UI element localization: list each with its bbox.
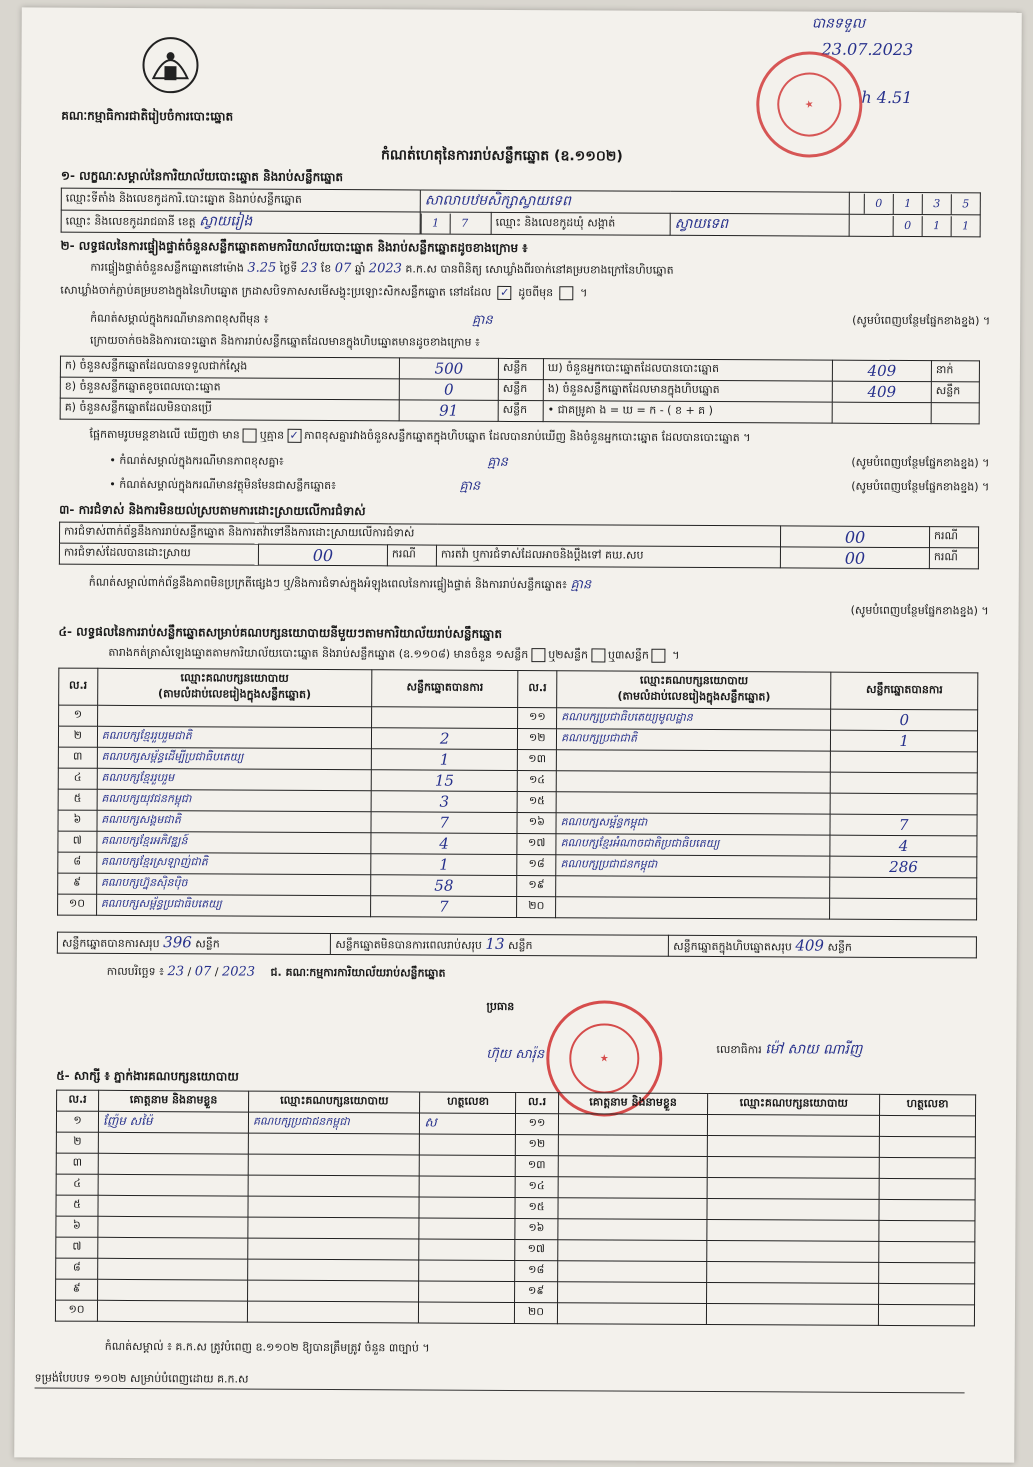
witness-row — [55, 1300, 974, 1326]
party-votes: 4 — [439, 834, 449, 853]
ballot-left-label: ខ) ចំនួនសន្លឹកឆ្នោតខូចពេលបោះឆ្នោត — [60, 377, 399, 400]
official-stamp: ★ — [745, 40, 874, 169]
party-name: គណបក្សហ្វ៊ុនស៊ិនប៉ិច — [100, 875, 188, 890]
party-name: គណបក្សសម្ព័ន្ធដើម្បីប្រជាធិបតេយ្យ — [101, 749, 244, 764]
committee-name: គណៈកម្មាធិការជាតិរៀបចំការបោះឆ្នោត — [61, 108, 234, 124]
diff-line: ផ្អែកតាមរូបមន្តខាងលើ ឃើញថា មាន ឬគ្មាន ✓ ភាពខុសគ្នារវាងចំនួនសន្លឹកឆ្នោតក្នុងហិបឆ្នោត ដែលបានរាប់ឃើញ និងចំនួនអ្នកបោះឆ្នោត ដែលបានបោះឆ្នោត ។ — [89, 427, 751, 445]
date-line: កាលបរិច្ឆេទ ៖ 23 / 07 / 2023 ជ. គណៈកម្មការការិយាល័យរាប់សន្លឹកឆ្នោត — [106, 964, 446, 980]
commune-label: ឈ្មោះ និងលេខកូដឃុំ សង្កាត់ — [491, 212, 670, 235]
w-row-no: ១៥ — [515, 1197, 557, 1218]
witness-party-empty — [707, 1240, 879, 1262]
after-open-text: ក្រោយចាក់ចងនិងការបោះឆ្នោត និងការរាប់សន្លឹកឆ្នោតដែលមានក្នុងហិបឆ្នោតមានដូចខាងក្រោម ៖ — [90, 333, 480, 349]
received-date: 23.07.2023 — [821, 39, 914, 60]
station-code-1: 0 — [864, 193, 893, 213]
section3-note: កំណត់សម្គាល់ពាក់ព័ន្ធនឹងភាពមិនប្រក្រតីផ្សេងៗ ឬ/និងការជំទាស់ក្នុងអំឡុងពេលនៃការផ្ទៀងផ្ទាត់ និងការរាប់សន្លឹកឆ្នោត៖ គ្មាន — [88, 575, 592, 593]
province-label: ឈ្មោះ និងលេខកូដរាជធានី ខេត្ត ស្វាយរៀង — [61, 210, 420, 234]
witness-sign-empty — [879, 1178, 975, 1200]
col-no-2: ល.រ — [518, 671, 557, 708]
diff-yes-checkbox[interactable] — [243, 429, 257, 443]
w-row-no: ២០ — [515, 1302, 557, 1323]
ballot-right-unit: នាក់ — [931, 361, 979, 382]
verify-line: ការផ្ទៀងផ្ទាត់ចំនួនសន្លឹកឆ្នោតនៅម៉ោង 3.25 ថ្ងៃទី 23 ខែ 07 ឆ្នាំ 2023 គ.ក.ស បានពិនិត្យ សោឃ្លាំងពីរចាក់នៅគម្របខាងក្រៅនៃហិបឆ្នោត — [90, 260, 674, 277]
party-votes: 286 — [889, 857, 918, 877]
note3-line: • កំណត់សម្គាល់ក្នុងករណីមានវត្ថុមិនមែនជាសន្លឹកឆ្នោត៖ គ្មាន (សូមបំពេញបន្ថែមផ្នែកខាងខ្នង) ។ — [109, 477, 990, 494]
party-name: គណបក្សសម្ព័ន្ធប្រជាធិបតេយ្យ — [100, 896, 222, 911]
party-name: គណបក្សប្រជាជនកម្ពុជា — [560, 857, 658, 871]
w-col-party-2: ឈ្មោះគណបក្សនយោបាយ — [708, 1094, 880, 1116]
witness-name-empty — [557, 1282, 707, 1304]
ballot-row — [60, 398, 979, 424]
secretary-name: ម៉ៅ សាយ ណារីញ — [765, 1041, 863, 1058]
ballot-right-label: ឃ) ចំនួនអ្នកបោះឆ្នោតដែលបានបោះឆ្នោត — [543, 359, 832, 382]
total-valid-value: 396 — [163, 933, 192, 952]
ballot-right-unit — [931, 403, 979, 424]
w-row-no: ១៩ — [515, 1281, 557, 1302]
w-col-name: គោត្តនាម និងនាមខ្លួន — [99, 1090, 249, 1112]
row-no: ១២ — [518, 728, 557, 749]
witness-sign-empty — [878, 1283, 974, 1305]
party-name: គណបក្សសម្ព័ន្ធកម្ពុជា — [560, 815, 648, 829]
witness-name-empty — [557, 1240, 707, 1262]
party-votes: 0 — [899, 710, 910, 730]
party-votes: 4 — [898, 836, 909, 856]
row-no: ៨ — [58, 852, 97, 873]
witness-party: គណបក្សប្រជាជនកម្ពុជា — [252, 1114, 350, 1129]
note1-line: កំណត់សម្គាល់ក្នុងករណីមានភាពខុសពីមុន ៖ គ្មាន (សូមបំពេញបន្ថែមផ្នែកខាងខ្នង) ។ — [90, 311, 991, 328]
row-no: ៤ — [58, 768, 97, 789]
row-no: ១៤ — [518, 770, 557, 791]
ballot-left-value: 0 — [443, 380, 454, 399]
w-row-no: ៨ — [56, 1258, 98, 1279]
station-label: ឈ្មោះទីតាំង និងលេខកូដការិ.បោះឆ្នោត និងរាប់សន្លឹកឆ្នោត — [61, 188, 420, 212]
ballot-left-unit: សន្លឹក — [498, 400, 543, 421]
emblem-logo — [141, 36, 199, 94]
w-row-no: ៧ — [56, 1237, 98, 1258]
party-name: គណបក្សខ្មែរអំណាចជាតិប្រជាធិបតេយ្យ — [560, 836, 720, 851]
section3-note-value: គ្មាន — [570, 577, 592, 593]
resolved-value: 00 — [312, 545, 334, 565]
witness-sign-empty — [879, 1262, 975, 1284]
party-votes: 7 — [898, 815, 909, 835]
ballot-right-value: 409 — [867, 361, 897, 380]
row-no: ៣ — [58, 747, 97, 768]
ballot-right-value: 409 — [867, 382, 897, 401]
objection-label: ការជំទាស់ពាក់ព័ន្ធនឹងការរាប់សន្លឹកឆ្នោត និងការតវ៉ាទៅនឹងការដោះស្រាយលើការជំទាស់ — [59, 522, 780, 547]
ballot-right-label: • ជាគម្រូគា ង = ឃ = ក - ( ខ + គ ) — [543, 401, 832, 424]
party-votes: 7 — [438, 897, 449, 916]
appeal-value: 00 — [844, 548, 866, 568]
w-col-sign: ហត្ថលេខា — [420, 1092, 516, 1114]
total-valid: សន្លឹកឆ្នោតបានការសរុប 396 សន្លឹក — [57, 932, 331, 954]
witness-sign-empty — [879, 1136, 975, 1158]
ballot-left-value: 500 — [434, 359, 464, 378]
party-name: គណបក្សសង្គមជាតិ — [101, 812, 181, 827]
section3-title: ៣- ការជំទាស់ និងការមិនយល់ស្របតាមការដោះស្រាយលើការជំទាស់ — [59, 502, 366, 519]
w-col-party: ឈ្មោះគណបក្សនយោបាយ — [249, 1091, 421, 1113]
total-invalid-value: 13 — [485, 934, 505, 953]
chair-name: ហ៊ុយ សារ៉ុន — [486, 1046, 545, 1063]
province-code-1: 1 — [421, 213, 450, 233]
w-row-no: ១១ — [516, 1113, 558, 1134]
objection-table — [59, 522, 979, 570]
note2-value: គ្មាន — [487, 454, 508, 470]
witness-party-empty — [707, 1261, 879, 1283]
note1-value: គ្មាន — [471, 312, 493, 328]
station-code-2: 1 — [893, 193, 922, 213]
ballot-left-unit: សន្លឹក — [498, 379, 543, 400]
w-col-sign-2: ហត្ថលេខា — [879, 1094, 975, 1116]
commune-value: ស្វាយទេព — [674, 215, 729, 233]
different-checkbox[interactable] — [560, 286, 574, 300]
station-code-4: 5 — [951, 194, 980, 214]
w-row-no: ១៨ — [515, 1260, 557, 1281]
witness-party-empty — [708, 1156, 880, 1178]
section1-title: ១- លក្ខណៈសម្គាល់នៃការិយាល័យបោះឆ្នោត និងរាប់សន្លឹកឆ្នោត — [60, 168, 344, 185]
note3-value: គ្មាន — [459, 478, 481, 494]
witness-party-empty — [707, 1198, 879, 1220]
commune-code-3: 1 — [951, 216, 980, 236]
col-party-2: ឈ្មោះគណបក្សនយោបាយ (តាមលំដាប់លេខរៀងក្នុងសន្លឹកឆ្នោត) — [557, 671, 831, 709]
witness-name-empty — [558, 1177, 708, 1199]
witness-party-empty — [707, 1282, 879, 1304]
party-votes: 15 — [434, 771, 455, 790]
w-row-no: ១៣ — [516, 1155, 558, 1176]
party-votes: 1 — [439, 750, 450, 769]
appeal-unit: ករណី — [929, 548, 978, 569]
witness-name-empty — [558, 1135, 708, 1157]
witness-party-empty — [707, 1219, 879, 1241]
w-row-no: ១២ — [516, 1134, 558, 1155]
commune-code-1: 0 — [893, 215, 922, 235]
col-votes-2: សន្លឹកឆ្នោតបានការ — [831, 672, 978, 710]
w-row-no: ៦ — [56, 1216, 98, 1237]
row-no: ១០ — [58, 894, 97, 915]
section2-title: ២- លទ្ធផលនៃការផ្ទៀងផ្ទាត់ចំនួនសន្លឹកឆ្នោតតាមការិយាល័យបោះឆ្នោត និងរាប់សន្លឹកឆ្នោតដូចខាងក្រោម ៖ — [60, 238, 528, 256]
form-sheet — [14, 7, 1022, 1462]
party-votes: 1 — [899, 731, 909, 751]
row-no: ១៦ — [517, 812, 556, 833]
row-no: ៩ — [58, 873, 97, 894]
col-party: ឈ្មោះគណបក្សនយោបាយ (តាមលំដាប់លេខរៀងក្នុងសន្លឹកឆ្នោត) — [97, 668, 371, 706]
appeal-label: ការតវ៉ា ឬការជំទាស់ដែលអាចនិងប្ដឹងទៅ គឃ.សប — [436, 545, 780, 568]
received-time: h 4.51 — [861, 87, 913, 108]
note2-line: • កំណត់សម្គាល់ក្នុងករណីមានភាពខុសគ្នា៖ គ្មាន (សូមបំពេញបន្ថែមផ្នែកខាងខ្នង) ។ — [109, 453, 990, 470]
form-title: កំណត់ហេតុនៃការរាប់សន្លឹកឆ្នោត (ឧ.១១០២) — [380, 147, 623, 165]
witness-name-empty — [558, 1114, 708, 1136]
witness-name: ញ៉ែម សម៉ៃ — [102, 1113, 153, 1129]
w-col-no-2: ល.រ — [516, 1092, 558, 1113]
date-year: 2023 — [221, 964, 256, 980]
sheets-2-checkbox[interactable] — [591, 648, 605, 662]
party-name: គណបក្សប្រជាធិបតេយ្យមូលដ្ឋាន — [561, 710, 693, 724]
party-votes: 58 — [434, 876, 454, 895]
witness-name-empty — [557, 1261, 707, 1283]
province-value: ស្វាយរៀង — [199, 213, 253, 230]
total-box: សន្លឹកឆ្នោតក្នុងហិបឆ្នោតសរុប 409 សន្លឹក — [669, 935, 977, 958]
date-day: 23 — [167, 964, 185, 980]
witness-sign-empty — [879, 1115, 975, 1137]
ballot-left-label: ក) ចំនួនសន្លឹកឆ្នោតដែលបានទទួលជាក់ស្ដែង — [60, 356, 399, 379]
verify-month: 07 — [334, 261, 352, 277]
w-col-no: ល.រ — [57, 1090, 99, 1111]
w-row-no: ២ — [56, 1132, 98, 1153]
received-label: បានទទួល — [811, 15, 866, 32]
row-no: ២០ — [517, 896, 556, 917]
col-votes: សន្លឹកឆ្នោតបានការ — [372, 670, 519, 708]
sheets-3-checkbox[interactable] — [652, 649, 666, 663]
commune-code-2: 1 — [922, 216, 951, 236]
station-table — [61, 188, 981, 238]
section5-title: ៥- សាក្សី ៖ ភ្នាក់ងារគណបក្សនយោបាយ — [56, 1068, 239, 1084]
party-votes: 2 — [439, 729, 450, 748]
ballot-left-unit: សន្លឹក — [498, 358, 543, 379]
footer-note: កំណត់សម្គាល់ ៖ គ.ក.ស ត្រូវបំពេញ ឧ.១១០២ ឱ្យបានត្រឹមត្រូវ ចំនួន ៣ច្បាប់ ។ — [104, 1339, 430, 1355]
witness-sign-empty — [879, 1220, 975, 1242]
party-name: គណបក្សប្រជាជាតិ — [561, 731, 638, 745]
witness-sign: ស — [424, 1115, 437, 1131]
same-checkbox[interactable]: ✓ — [498, 286, 512, 300]
station-value: សាលាបឋមសិក្សាស្វាយទេព — [424, 192, 571, 210]
votes-table — [57, 668, 978, 921]
total-box-value: 409 — [795, 936, 825, 955]
w-row-no: ១៧ — [515, 1239, 557, 1260]
witness-table — [55, 1090, 976, 1327]
witness-name-empty — [557, 1303, 707, 1325]
w-col-name-2: គោត្តនាម និងនាមខ្លួន — [558, 1093, 708, 1115]
verify-line-2: សោឃ្លាំងចាក់ភ្ជាប់គម្របខាងក្នុងនៃហិបឆ្នោត ក្រដាសបិទភាសសមើសង្វុះប្រឡោះសិកសន្លឹកឆ្នោត នៅដដែល ✓ ដូចពីមុន ។ — [60, 283, 588, 300]
witness-sign-empty — [879, 1241, 975, 1263]
row-no: ១៣ — [518, 749, 557, 770]
row-no: ១៥ — [518, 791, 557, 812]
resolved-label: ការជំទាស់ដែលបានដោះស្រាយ — [59, 543, 258, 565]
w-row-no: ៩ — [56, 1279, 98, 1300]
witness-party-empty — [708, 1177, 880, 1199]
party-name: គណបក្សខ្មែររួបរួមជាតិ — [101, 728, 192, 743]
party-name: គណបក្សខ្មែរអភិវឌ្ឍន៍ — [101, 833, 188, 848]
w-row-no: ១ — [56, 1111, 98, 1132]
resolved-unit: ករណី — [387, 545, 436, 566]
col-no: ល.រ — [59, 668, 98, 705]
w-row-no: ១០ — [55, 1300, 97, 1321]
party-name: គណបក្សខ្មែររួបរួម — [101, 770, 175, 785]
w-row-no: ១៦ — [515, 1218, 557, 1239]
objection-value: 00 — [844, 527, 866, 547]
ballot-right-unit: សន្លឹក — [931, 382, 979, 403]
party-name: គណបក្សខ្មែរស្រឡាញ់ជាតិ — [101, 854, 208, 869]
secretary-line: លេខាធិការ ម៉ៅ សាយ ណារីញ — [716, 1041, 863, 1058]
witness-sign-empty — [878, 1304, 974, 1326]
section4-title: ៤- លទ្ធផលនៃការរាប់សន្លឹកឆ្នោតសម្រាប់គណបក្សនយោបាយនីមួយៗតាមការិយាល័យរាប់សន្លឹកឆ្នោត — [58, 624, 503, 641]
row-no: ១១ — [518, 707, 557, 728]
witness-name-empty — [557, 1198, 707, 1220]
section3-fill: (សូមបំពេញបន្ថែមផ្នែកខាងខ្នង) ។ — [850, 603, 989, 618]
ballot-right-label: ង) ចំនួនសន្លឹកឆ្នោតដែលមានក្នុងហិបឆ្នោត — [543, 380, 832, 403]
table-row — [58, 894, 977, 920]
ballot-left-value: 91 — [439, 401, 459, 420]
witness-sign-empty — [879, 1199, 975, 1221]
party-name: គណបក្សយុវជនកម្ពុជា — [101, 791, 192, 806]
row-no: ១៨ — [517, 854, 556, 875]
objection-unit: ករណី — [929, 527, 978, 548]
section4-subtitle: តារាងកត់ត្រាសំឡេងឆ្នោតតាមការិយាល័យបោះឆ្នោត និងរាប់សន្លឹកឆ្នោត (ឧ.១១០៨) មានចំនួន ១សន្លឹក ឬ២សន្លឹក ឬ៣សន្លឹក ។ — [108, 645, 680, 662]
witness-party-empty — [707, 1303, 879, 1325]
witness-name-empty — [557, 1219, 707, 1241]
witness-name-empty — [558, 1156, 708, 1178]
date-month: 07 — [194, 964, 212, 980]
witness-party-empty — [708, 1135, 880, 1157]
row-no: ១៧ — [517, 833, 556, 854]
row-no: ២ — [58, 726, 97, 747]
row-no: ៧ — [58, 831, 97, 852]
party-votes: 7 — [439, 813, 450, 832]
station-code-3: 3 — [922, 194, 951, 214]
row-no: ១ — [59, 705, 98, 726]
verify-day: 23 — [300, 260, 318, 276]
totals-table — [57, 932, 977, 959]
ballot-left-label: គ) ចំនួនសន្លឹកឆ្នោតដែលមិនបានប្រើ — [60, 398, 399, 421]
total-invalid: សន្លឹកឆ្នោតមិនបានការពេលរាប់សរុប 13 សន្លឹក — [331, 934, 669, 957]
w-row-no: ៣ — [56, 1153, 98, 1174]
party-votes: 3 — [439, 792, 450, 811]
committee-stamp: ★ — [546, 1000, 663, 1117]
sheets-1-checkbox[interactable] — [531, 648, 545, 662]
verify-year: 2023 — [368, 261, 402, 277]
chair-label: ប្រធាន — [486, 999, 515, 1013]
w-row-no: ៤ — [56, 1174, 98, 1195]
verify-time: 3.25 — [247, 260, 277, 276]
w-row-no: ៥ — [56, 1195, 98, 1216]
diff-no-checkbox[interactable]: ✓ — [287, 429, 301, 443]
w-row-no: ១៤ — [516, 1176, 558, 1197]
witness-sign-empty — [879, 1157, 975, 1179]
row-no: ៦ — [58, 810, 97, 831]
province-code-2: 7 — [450, 213, 479, 233]
row-no: ៥ — [58, 789, 97, 810]
row-no: ១៩ — [517, 875, 556, 896]
ballot-count-table — [60, 356, 980, 425]
witness-party-empty — [708, 1114, 880, 1136]
bottom-note: ទម្រង់បែបបទ ១១០២ សម្រាប់បំពេញដោយ គ.ក.ស — [35, 1371, 965, 1393]
party-votes: 1 — [439, 855, 449, 874]
